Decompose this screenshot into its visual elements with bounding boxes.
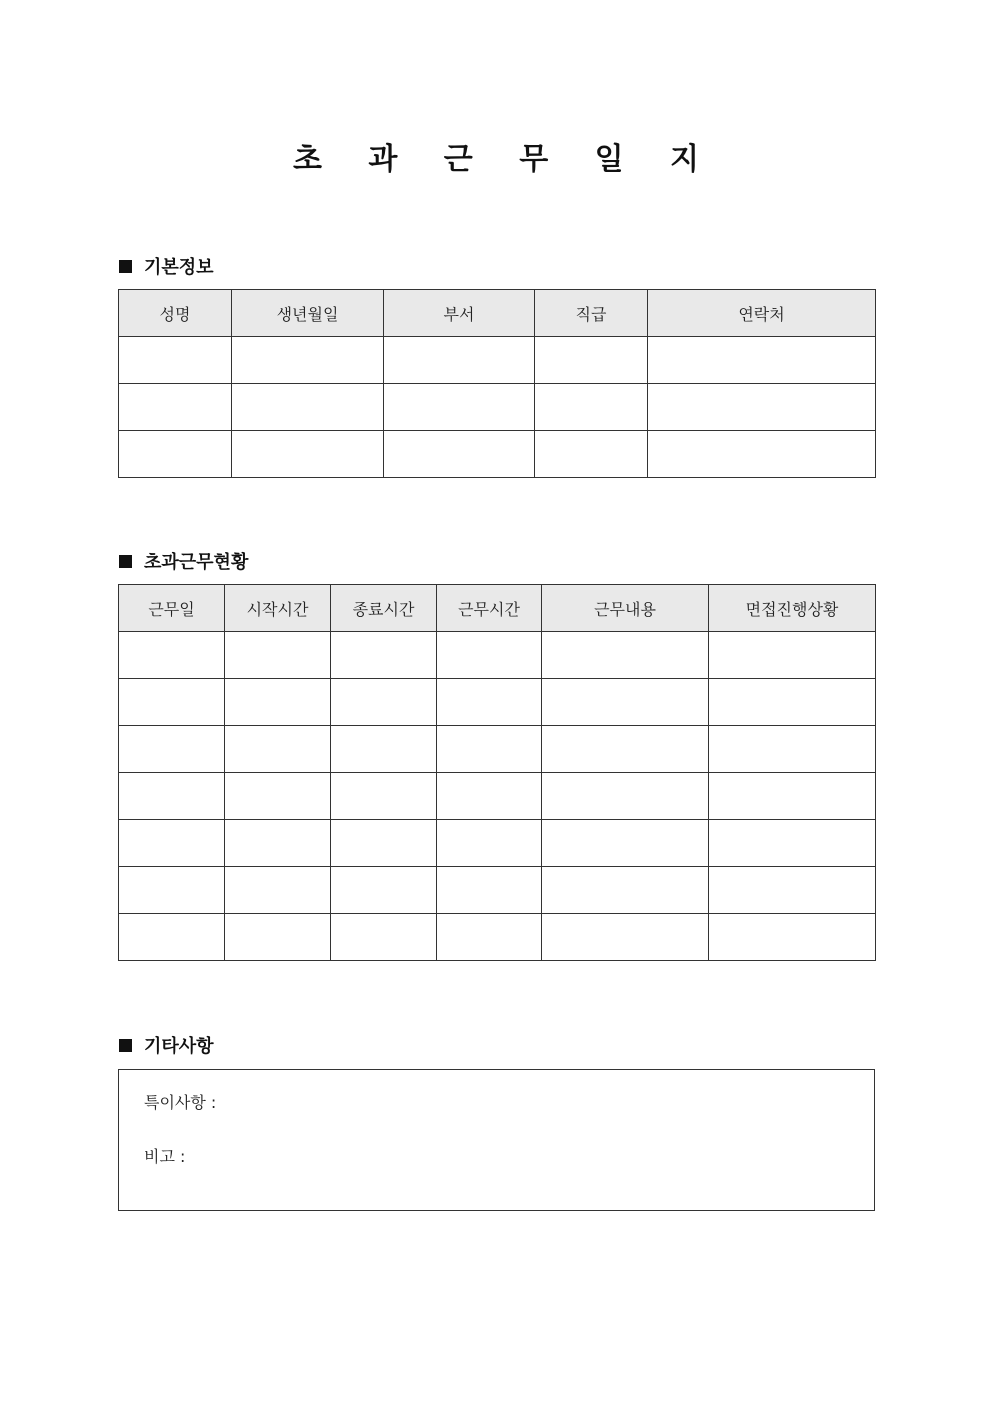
- section-heading-other: [119, 1032, 214, 1058]
- table-cell[interactable]: [331, 914, 437, 961]
- table-cell[interactable]: [535, 337, 648, 384]
- column-header-interview-status: 면접진행상황: [709, 585, 876, 632]
- page-title: 초 과 근 무 일 지: [292, 142, 718, 177]
- table-cell[interactable]: [331, 726, 437, 773]
- table-cell[interactable]: [384, 384, 535, 431]
- table-cell[interactable]: [119, 679, 225, 726]
- table-cell[interactable]: [119, 726, 225, 773]
- table-cell[interactable]: [232, 337, 384, 384]
- table-cell[interactable]: [225, 726, 331, 773]
- table-cell[interactable]: [119, 867, 225, 914]
- column-header-department: 부서: [384, 290, 535, 337]
- section-heading-label: 초과근무현황: [144, 552, 249, 573]
- table-cell[interactable]: [709, 773, 876, 820]
- table-cell[interactable]: [709, 726, 876, 773]
- column-header-work-date: 근무일: [119, 585, 225, 632]
- table-row: [119, 726, 876, 773]
- table-cell[interactable]: [709, 632, 876, 679]
- table-row: [119, 431, 876, 478]
- table-row: [119, 914, 876, 961]
- table-cell[interactable]: [331, 867, 437, 914]
- table-row: [119, 773, 876, 820]
- table-cell[interactable]: [648, 431, 876, 478]
- column-header-end-time: 종료시간: [331, 585, 437, 632]
- square-bullet-icon: [119, 1039, 132, 1052]
- overtime-table: [118, 584, 876, 961]
- column-header-position: 직급: [535, 290, 648, 337]
- table-cell[interactable]: [225, 820, 331, 867]
- square-bullet-icon: [119, 555, 132, 568]
- table-cell[interactable]: [542, 679, 709, 726]
- table-cell[interactable]: [535, 431, 648, 478]
- table-cell[interactable]: [225, 914, 331, 961]
- table-cell[interactable]: [384, 337, 535, 384]
- table-cell[interactable]: [542, 820, 709, 867]
- table-cell[interactable]: [437, 679, 542, 726]
- other-notes-box[interactable]: [118, 1069, 875, 1211]
- table-cell[interactable]: [648, 384, 876, 431]
- section-heading-overtime: [119, 548, 248, 574]
- table-cell[interactable]: [437, 726, 542, 773]
- table-cell[interactable]: [119, 914, 225, 961]
- basic-info-table: [118, 289, 876, 478]
- table-cell[interactable]: [119, 431, 232, 478]
- table-cell[interactable]: [232, 431, 384, 478]
- table-cell[interactable]: [648, 337, 876, 384]
- table-cell[interactable]: [437, 820, 542, 867]
- table-cell[interactable]: [709, 914, 876, 961]
- table-cell[interactable]: [542, 773, 709, 820]
- table-row: [119, 384, 876, 431]
- table-cell[interactable]: [542, 632, 709, 679]
- table-row: [119, 867, 876, 914]
- table-cell[interactable]: [225, 679, 331, 726]
- table-cell[interactable]: [119, 632, 225, 679]
- special-notes-label: 특이사항 :: [144, 1093, 217, 1112]
- section-heading-label: 기타사항: [144, 1036, 214, 1057]
- table-header-row: [119, 585, 876, 632]
- table-row: [119, 679, 876, 726]
- table-cell[interactable]: [232, 384, 384, 431]
- table-cell[interactable]: [437, 867, 542, 914]
- table-cell[interactable]: [542, 867, 709, 914]
- table-cell[interactable]: [331, 820, 437, 867]
- table-header-row: [119, 290, 876, 337]
- column-header-contact: 연락처: [648, 290, 876, 337]
- table-row: [119, 337, 876, 384]
- table-cell[interactable]: [542, 726, 709, 773]
- table-row: [119, 820, 876, 867]
- table-cell[interactable]: [709, 679, 876, 726]
- column-header-birthdate: 생년월일: [232, 290, 384, 337]
- table-row: [119, 632, 876, 679]
- table-cell[interactable]: [119, 384, 232, 431]
- table-cell[interactable]: [331, 632, 437, 679]
- table-cell[interactable]: [437, 773, 542, 820]
- table-cell[interactable]: [331, 773, 437, 820]
- table-cell[interactable]: [225, 773, 331, 820]
- table-cell[interactable]: [119, 337, 232, 384]
- table-cell[interactable]: [331, 679, 437, 726]
- table-cell[interactable]: [542, 914, 709, 961]
- table-cell[interactable]: [709, 820, 876, 867]
- square-bullet-icon: [119, 260, 132, 273]
- column-header-work-hours: 근무시간: [437, 585, 542, 632]
- table-cell[interactable]: [437, 914, 542, 961]
- column-header-name: 성명: [119, 290, 232, 337]
- table-cell[interactable]: [225, 632, 331, 679]
- table-cell[interactable]: [119, 820, 225, 867]
- table-cell[interactable]: [535, 384, 648, 431]
- section-heading-basic-info: [119, 253, 214, 279]
- table-cell[interactable]: [225, 867, 331, 914]
- remarks-label: 비고 :: [144, 1147, 186, 1166]
- section-heading-label: 기본정보: [144, 257, 214, 278]
- table-cell[interactable]: [437, 632, 542, 679]
- column-header-work-content: 근무내용: [542, 585, 709, 632]
- table-cell[interactable]: [709, 867, 876, 914]
- table-cell[interactable]: [119, 773, 225, 820]
- column-header-start-time: 시작시간: [225, 585, 331, 632]
- table-cell[interactable]: [384, 431, 535, 478]
